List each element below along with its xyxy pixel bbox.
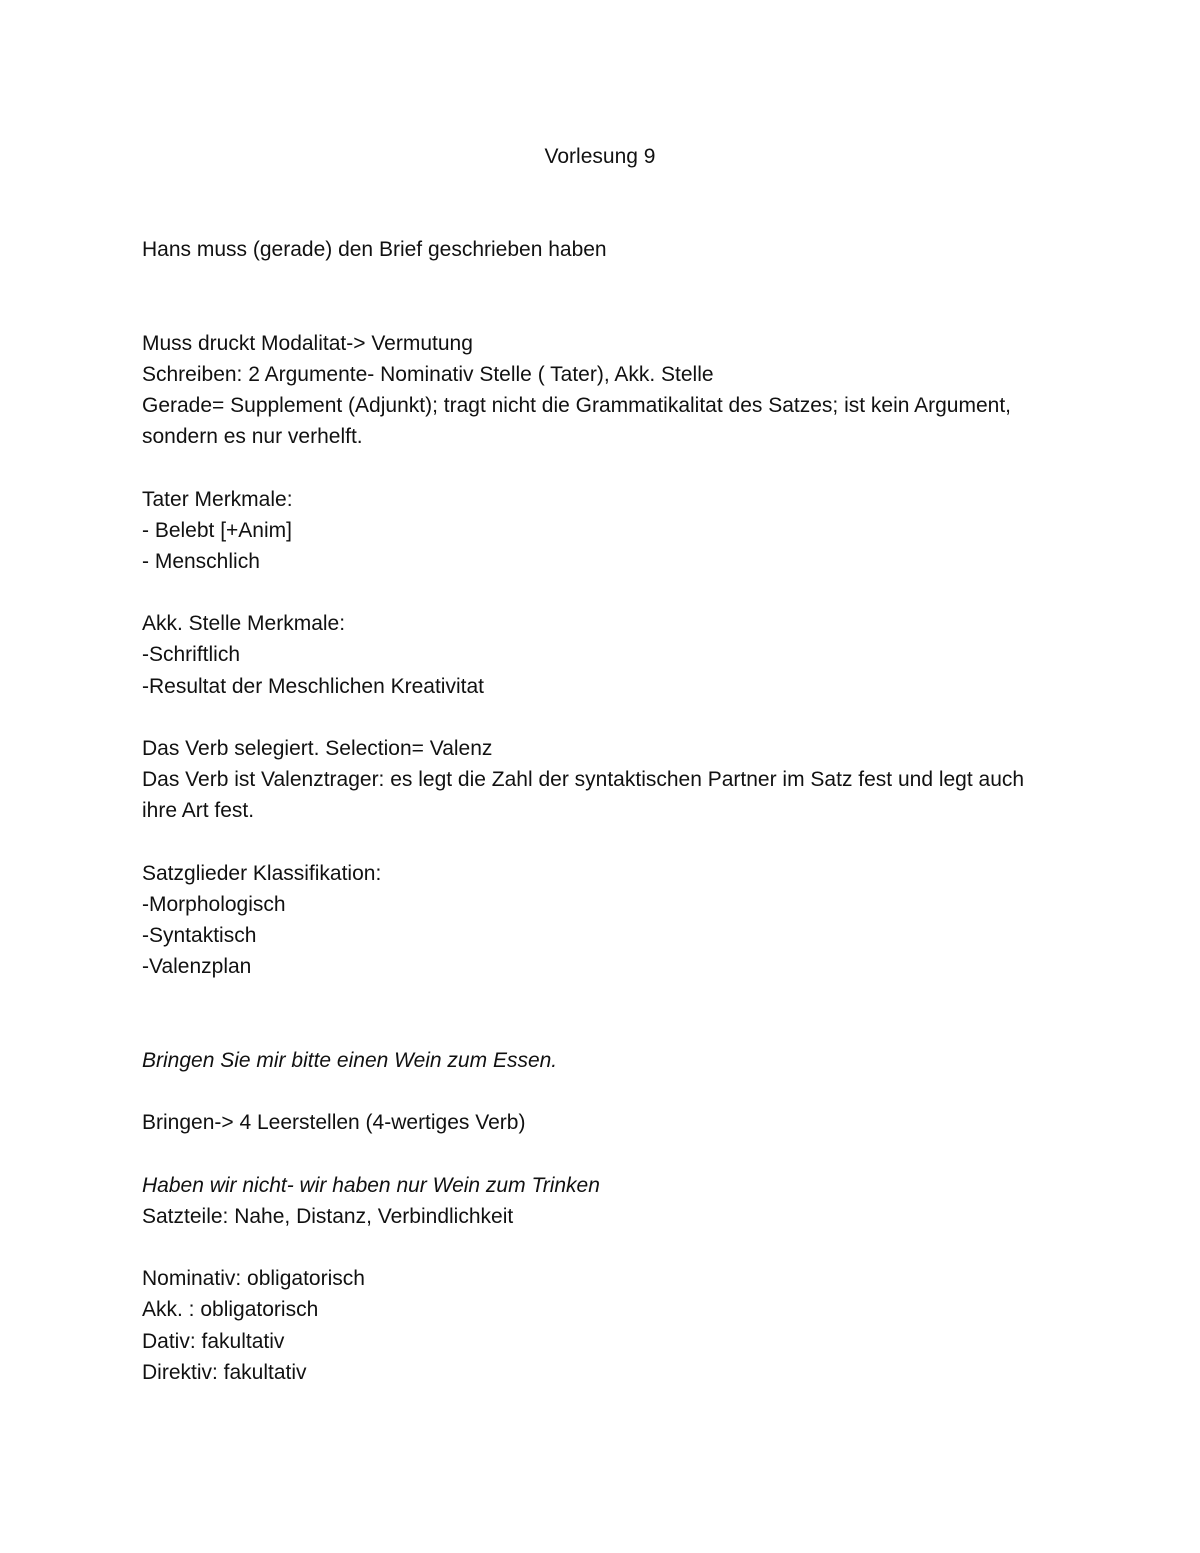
document-title: Vorlesung 9 [544, 145, 656, 168]
case-requirement: Nominativ: obligatorisch [142, 1267, 365, 1291]
valency-carrier-note: Das Verb ist Valenztrager: es legt die Zahl der syntaktischen Partner im Satz fest und legt auch [142, 768, 1025, 792]
classification-item: -Syntaktisch [142, 924, 257, 948]
case-requirement: Direktiv: fakultativ [142, 1360, 307, 1384]
accusative-features-heading: Akk. Stelle Merkmale: [142, 612, 346, 636]
classification-item: -Morphologisch [142, 892, 286, 916]
blank-space [142, 265, 1042, 327]
blank-space [142, 577, 1042, 608]
classification-item: -Valenzplan [142, 955, 252, 979]
blank-space [142, 827, 1042, 858]
sentence-parts-note: Satzteile: Nahe, Distanz, Verbindlichkeit [142, 1204, 514, 1228]
valency-note: Das Verb selegiert. Selection= Valenz [142, 737, 493, 761]
blank-space [142, 1138, 1042, 1169]
actor-feature-item: - Belebt [+Anim] [142, 518, 292, 542]
valency-carrier-note-continued: ihre Art fest. [142, 799, 255, 823]
classification-heading: Satzglieder Klassifikation: [142, 861, 382, 885]
blank-space [142, 1076, 1042, 1107]
actor-features-heading: Tater Merkmale: [142, 487, 293, 511]
example-sentence: Hans muss (gerade) den Brief geschrieben haben [142, 238, 607, 261]
argument-note: Schreiben: 2 Argumente- Nominativ Stelle ( Tater), Akk. Stelle [142, 362, 714, 386]
supplement-note: Gerade= Supplement (Adjunkt); tragt nicht die Grammatikalitat des Satzes; ist kein Argument, [142, 393, 1011, 417]
example-request: Bringen Sie mir bitte einen Wein zum Essen. [142, 1048, 558, 1072]
supplement-note-continued: sondern es nur verhelft. [142, 425, 363, 449]
modal-note: Muss druckt Modalitat-> Vermutung [142, 331, 473, 355]
blank-space [142, 983, 1042, 1045]
bringen-note: Bringen-> 4 Leerstellen (4-wertiges Verb) [142, 1111, 526, 1135]
blank-space [142, 452, 1042, 483]
case-requirement: Dativ: fakultativ [142, 1329, 285, 1353]
blank-space [142, 702, 1042, 733]
accusative-feature-item: -Resultat der Meschlichen Kreativitat [142, 674, 484, 698]
accusative-feature-item: -Schriftlich [142, 643, 241, 667]
actor-feature-item: - Menschlich [142, 549, 260, 573]
document-body [142, 234, 1042, 1388]
case-requirement: Akk. : obligatorisch [142, 1298, 319, 1322]
blank-space [142, 1232, 1042, 1263]
example-response: Haben wir nicht- wir haben nur Wein zum Trinken [142, 1173, 600, 1197]
